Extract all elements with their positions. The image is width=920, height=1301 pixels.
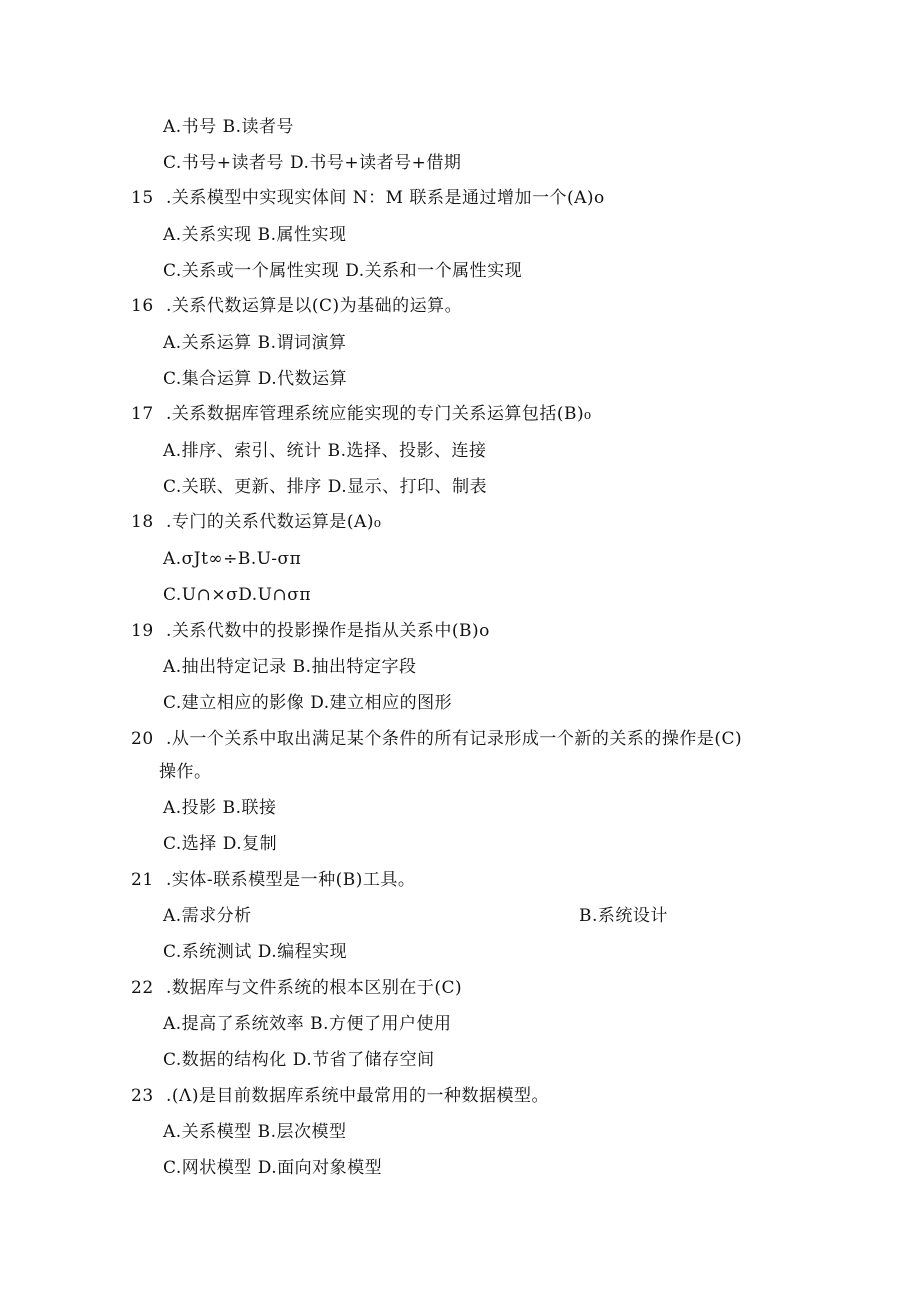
question-text: .关系数据库管理系统应能实现的专门关系运算包括(B)₀ bbox=[166, 404, 592, 424]
question-line bbox=[131, 295, 462, 317]
question-continuation: 操作。 bbox=[159, 762, 212, 782]
question-text: .关系代数中的投影操作是指从关系中(B)o bbox=[166, 621, 490, 641]
question-line bbox=[131, 869, 415, 891]
question-number: 19 bbox=[131, 621, 154, 641]
options-line: C.U∩×σD.U∩σπ bbox=[163, 585, 312, 605]
option-a: A.需求分析 bbox=[163, 906, 252, 926]
options-line: C.系统测试 D.编程实现 bbox=[163, 942, 348, 962]
question-number: 16 bbox=[131, 296, 154, 316]
question-number: 20 bbox=[131, 729, 154, 749]
options-line: A.关系实现 B.属性实现 bbox=[163, 225, 347, 245]
question-text: .关系代数运算是以(C)为基础的运算。 bbox=[166, 296, 463, 316]
options-line: C.网状模型 D.面向对象模型 bbox=[163, 1158, 383, 1178]
options-line: C.建立相应的影像 D.建立相应的图形 bbox=[163, 693, 453, 713]
question-number: 21 bbox=[131, 870, 154, 890]
options-line: A.抽出特定记录 B.抽出特定字段 bbox=[163, 657, 417, 677]
options-line: C.数据的结构化 D.节省了储存空间 bbox=[163, 1050, 435, 1070]
options-line: C.集合运算 D.代数运算 bbox=[163, 369, 348, 389]
question-line bbox=[131, 620, 490, 642]
question-line bbox=[131, 1085, 549, 1107]
question-number: 15 bbox=[131, 188, 154, 208]
options-line: C.选择 D.复制 bbox=[163, 834, 278, 854]
question-text: .(Λ)是目前数据库系统中最常用的一种数据模型。 bbox=[166, 1086, 549, 1106]
question-number: 18 bbox=[131, 512, 154, 532]
question-text: .专门的关系代数运算是(A)₀ bbox=[166, 512, 382, 532]
options-line: C.关系或一个属性实现 D.关系和一个属性实现 bbox=[163, 261, 523, 281]
question-line bbox=[131, 728, 742, 750]
options-line: A.书号 B.读者号 bbox=[163, 117, 294, 137]
option-b: B.系统设计 bbox=[579, 906, 668, 926]
options-line: A.σJt∞÷B.U-σπ bbox=[163, 549, 302, 569]
question-text: .关系模型中实现实体间 N：M 联系是通过增加一个(A)o bbox=[166, 188, 605, 208]
question-number: 23 bbox=[131, 1086, 154, 1106]
options-line bbox=[163, 905, 863, 927]
options-line: C.书号+读者号 D.书号+读者号+借期 bbox=[163, 153, 462, 173]
question-line bbox=[131, 977, 462, 999]
question-line bbox=[131, 511, 381, 533]
options-line: A.关系模型 B.层次模型 bbox=[163, 1122, 347, 1142]
options-line: A.排序、索引、统计 B.选择、投影、连接 bbox=[163, 441, 487, 461]
question-number: 17 bbox=[131, 404, 154, 424]
question-line bbox=[131, 187, 605, 209]
question-text: .实体-联系模型是一种(B)工具。 bbox=[166, 870, 416, 890]
options-line: A.投影 B.联接 bbox=[163, 798, 277, 818]
question-number: 22 bbox=[131, 978, 154, 998]
question-line bbox=[131, 403, 591, 425]
options-line: A.关系运算 B.谓词演算 bbox=[163, 333, 347, 353]
question-text: .数据库与文件系统的根本区别在于(C) bbox=[166, 978, 463, 998]
question-text: .从一个关系中取出满足某个条件的所有记录形成一个新的关系的操作是(C) bbox=[166, 729, 743, 749]
options-line: A.提高了系统效率 B.方便了用户使用 bbox=[163, 1014, 452, 1034]
options-line: C.关联、更新、排序 D.显示、打印、制表 bbox=[163, 477, 488, 497]
